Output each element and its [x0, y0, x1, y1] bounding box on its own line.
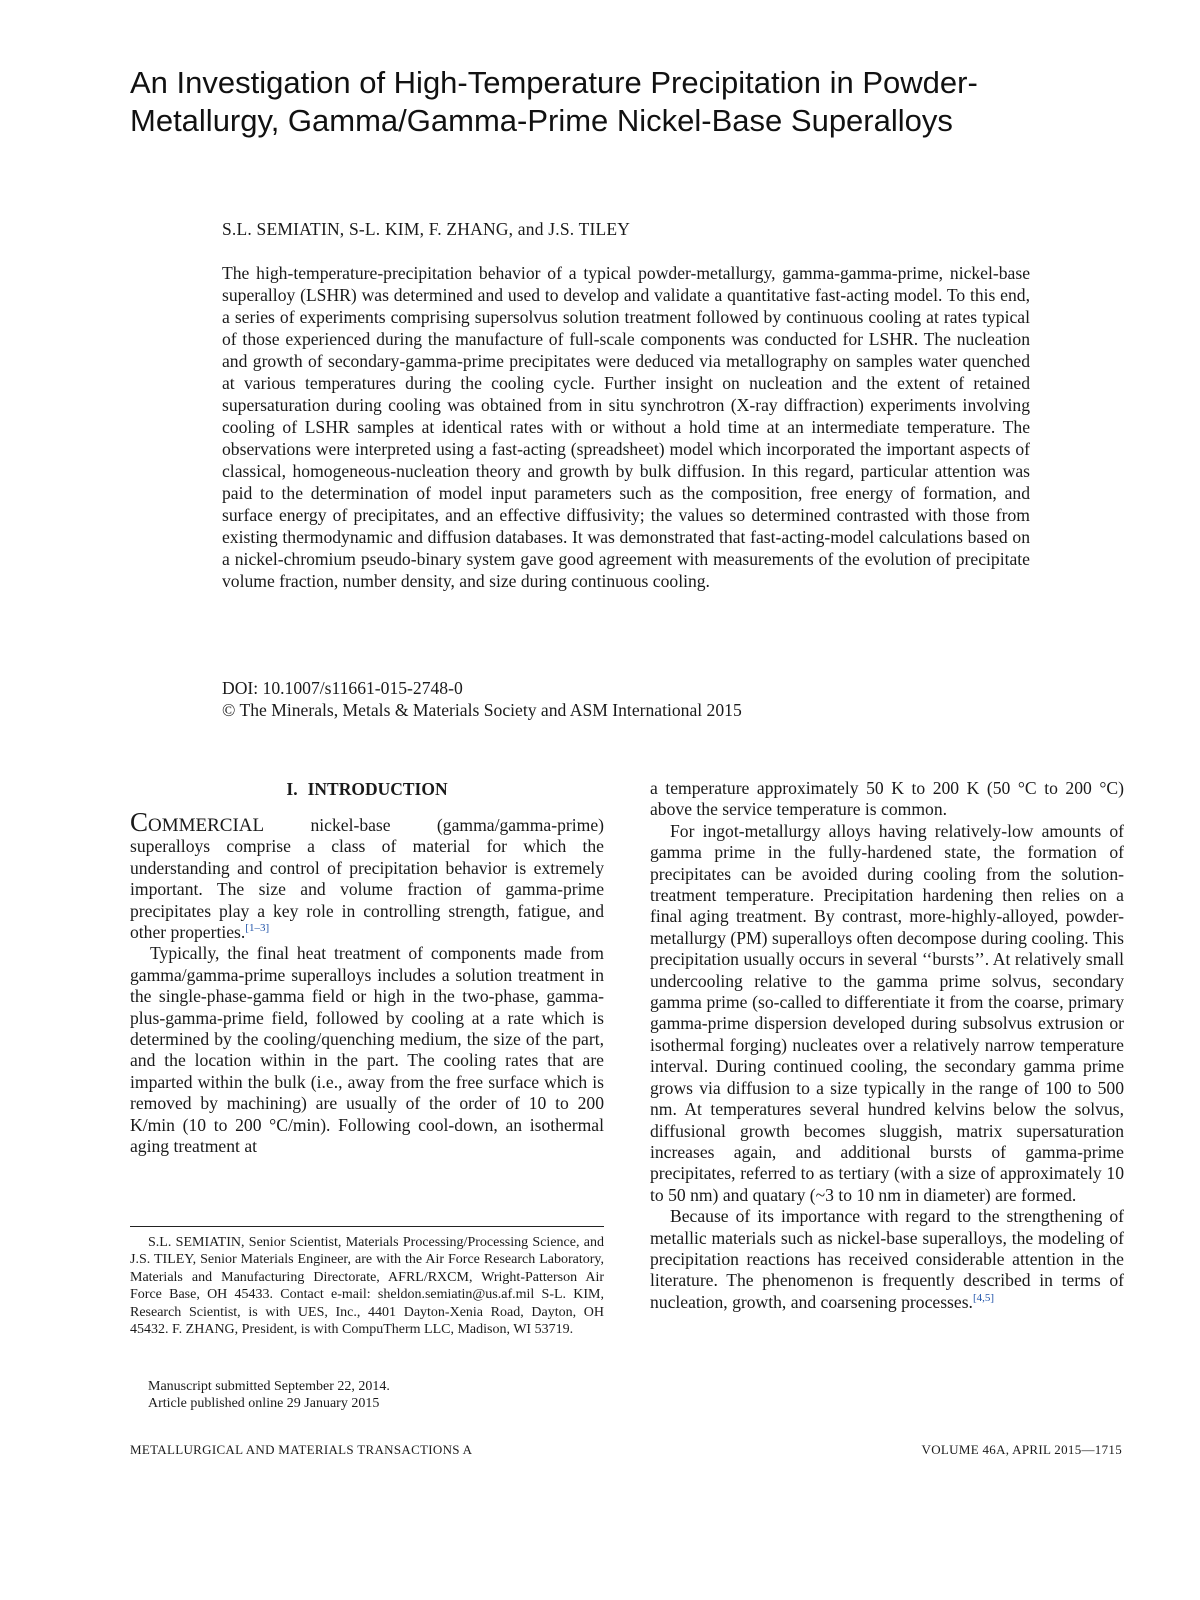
intro-paragraph-4-text: Because of its importance with regard to the strengthening of metallic materials such as nickel-base superalloys, the modeling of precipitation reactions has received considerable attention in the literature. The phenomenon is frequently described in terms of nucleation, growth, and coarsening processes.	[650, 1206, 1124, 1312]
section-number: I.	[286, 779, 298, 799]
intro-paragraph-1-text: nickel-base (gamma/gamma-prime) superalloys comprise a class of material for which the understanding and control of precipitation behavior is extremely important. The size and volume fraction of gamma-prime precipitates play a key role in controlling strength, fatigue, and other properties.	[130, 815, 604, 943]
section-heading	[130, 778, 604, 800]
published-date: Article published online 29 January 2015	[148, 1396, 380, 1412]
intro-paragraph-4	[650, 1206, 1124, 1313]
intro-paragraph-1	[130, 807, 604, 943]
doi-line[interactable]: DOI: 10.1007/s11661-015-2748-0	[222, 678, 463, 698]
right-column	[650, 778, 1124, 1313]
small-caps-word: OMMERCIAL	[148, 815, 265, 836]
citation-link[interactable]: [1–3]	[245, 922, 270, 935]
citation-link[interactable]: [4,5]	[972, 1291, 995, 1304]
volume-page-footer: VOLUME 46A, APRIL 2015—1715	[921, 1442, 1122, 1457]
author-list: S.L. SEMIATIN, S-L. KIM, F. ZHANG, and J.S. TILEY	[222, 219, 631, 239]
footnote-rule	[130, 1226, 604, 1227]
section-title: INTRODUCTION	[307, 779, 448, 799]
copyright-line: © The Minerals, Metals & Materials Society and ASM International 2015	[222, 700, 742, 720]
intro-paragraph-2: Typically, the final heat treatment of components made from gamma/gamma-prime superalloys includes a solution treatment in the single-phase-gamma field or high in the two-phase, gamma-plus-gamma-prime field, followed by cooling at a rate which is determined by the cooling/quenching medium, the size of the part, and the location within in the part. The cooling rates that are imparted within the bulk (i.e., away from the free surface which is removed by machining) are usually of the order of 10 to 200 K/min (10 to 200 °C/min). Following cool-down, an isothermal aging treatment at	[130, 943, 604, 1157]
author-affiliation-footnote: S.L. SEMIATIN, Senior Scientist, Materials Processing/Processing Science, and J.S. TILEY, Senior Materials Engineer, are with the Air Force Research Laboratory, Materials and Manufacturing Directorate, AFRL/RXCM, Wright-Patterson Air Force Base, OH 45433. Contact e-mail: sheldon.semiatin@us.af.mil S-L. KIM, Research Scientist, is with UES, Inc., 4401 Dayton-Xenia Road, Dayton, OH 45432. F. ZHANG, President, is with CompuTherm LLC, Madison, WI 53719.	[130, 1235, 604, 1338]
manuscript-dates	[148, 1378, 390, 1413]
submitted-date: Manuscript submitted September 22, 2014.	[148, 1379, 390, 1394]
intro-paragraph-2-continued: a temperature approximately 50 K to 200 K (50 °C to 200 °C) above the service temperature is common.	[650, 778, 1124, 820]
paper-title: An Investigation of High-Temperature Precipitation in Powder-Metallurgy, Gamma/Gamma-Prime Nickel-Base Superalloys	[130, 65, 978, 138]
left-column	[130, 778, 604, 1158]
intro-paragraph-3: For ingot-metallurgy alloys having relatively-low amounts of gamma prime in the fully-hardened state, the formation of precipitates can be avoided during cooling from the solution-treatment temperature. Precipitation hardening then relies on a final aging treatment. By contrast, more-highly-alloyed, powder-metallurgy (PM) superalloys often decompose during cooling. This precipitation usually occurs in several ‘‘bursts’’. At relatively small undercooling relative to the gamma prime solvus, secondary gamma prime (so-called to differentiate it from the coarse, primary gamma-prime dispersion developed during subsolvus extrusion or isothermal forging) nucleates over a relatively narrow temperature interval. During continued cooling, the secondary gamma prime grows via diffusion to a size typically in the range of 100 to 500 nm. At temperatures several hundred kelvins below the solvus, diffusional growth becomes sluggish, matrix supersaturation increases again, and additional bursts of gamma-prime precipitates, referred to as tertiary (with a size of approximately 10 to 50 nm) and quatary (~3 to 10 nm in diameter) are formed.	[650, 820, 1124, 1205]
journal-name-footer: METALLURGICAL AND MATERIALS TRANSACTIONS A	[130, 1442, 473, 1457]
drop-cap: C	[130, 807, 149, 837]
abstract: The high-temperature-precipitation behavior of a typical powder-metallurgy, gamma-gamma-prime, nickel-base superalloy (LSHR) was determined and used to develop and validate a quantitative fast-acting model. To this end, a series of experiments comprising supersolvus solution treatment followed by continuous cooling at rates typical of those experienced during the manufacture of full-scale components was conducted for LSHR. The nucleation and growth of secondary-gamma-prime precipitates were deduced via metallography on samples water quenched at various temperatures during the cooling cycle. Further insight on nucleation and the extent of retained supersaturation during cooling was obtained from in situ synchrotron (X-ray diffraction) experiments involving cooling of LSHR samples at identical rates with or without a hold time at an intermediate temperature. The observations were interpreted using a fast-acting (spreadsheet) model which incorporated the important aspects of classical, homogeneous-nucleation theory and growth by bulk diffusion. In this regard, particular attention was paid to the determination of model input parameters such as the composition, free energy of formation, and surface energy of precipitates, and an effective diffusivity; the values so determined contrasted with those from existing thermodynamic and diffusion databases. It was demonstrated that fast-acting-model calculations based on a nickel-chromium pseudo-binary system gave good agreement with measurements of the evolution of precipitate volume fraction, number density, and size during continuous cooling.	[222, 263, 1030, 591]
